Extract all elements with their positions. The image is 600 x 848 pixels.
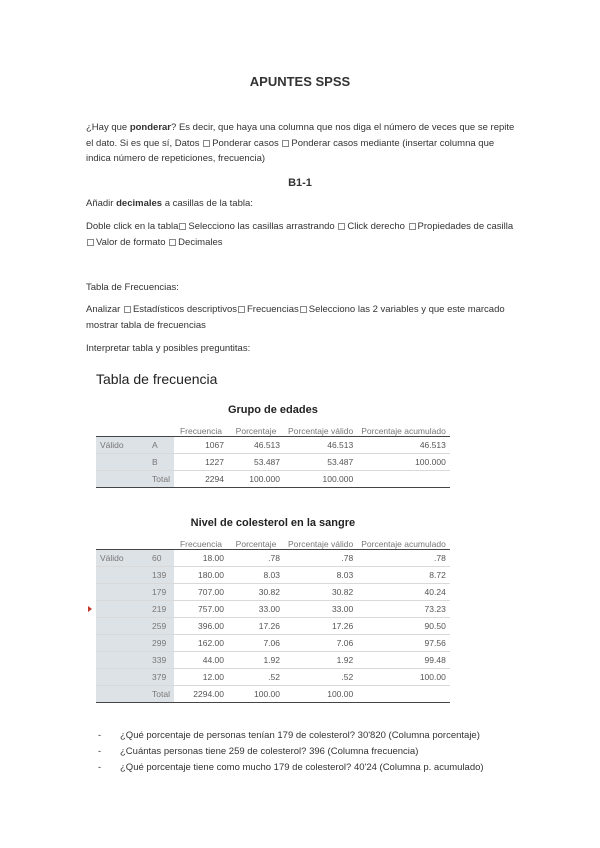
- arrow-glyph-icon: [282, 140, 289, 147]
- arrow-glyph-icon: [87, 239, 94, 246]
- list-item: - ¿Cuántas personas tiene 259 de colesterol? 396 (Columna frecuencia): [98, 746, 419, 757]
- col-frecuencia: Frecuencia: [174, 420, 228, 437]
- table-colesterol: [96, 517, 450, 703]
- arrow-glyph-icon: [338, 223, 345, 230]
- freq-heading: Tabla de Frecuencias:: [86, 282, 179, 293]
- question-list: [98, 728, 568, 776]
- interpret-text: Interpretar tabla y posibles preguntitas:: [86, 343, 251, 354]
- col-porcentaje-valido: Porcentaje válido: [284, 533, 357, 550]
- col-frecuencia: Frecuencia: [174, 533, 228, 550]
- arrow-glyph-icon: [179, 223, 186, 230]
- table-row: Total 2294 100.000 100.000: [96, 471, 450, 488]
- red-marker-icon: [88, 606, 92, 612]
- arrow-glyph-icon: [300, 306, 307, 313]
- table-row: 219 757.00 33.00 33.00 73.23: [96, 601, 450, 618]
- table-row: 179 707.00 30.82 30.82 40.24: [96, 584, 450, 601]
- arrow-glyph-icon: [238, 306, 245, 313]
- arrow-glyph-icon: [124, 306, 131, 313]
- spss-output-title: Tabla de frecuencia: [96, 371, 218, 387]
- table-row: Válido 60 18.00 .78 .78 .78: [96, 550, 450, 567]
- section-heading: B1-1: [288, 177, 312, 189]
- col-porcentaje-acumulado: Porcentaje acumulado: [357, 420, 450, 437]
- col-porcentaje: Porcentaje: [228, 533, 284, 550]
- table-row: 259 396.00 17.26 17.26 90.50: [96, 618, 450, 635]
- decimales-heading: Añadir decimales a casillas de la tabla:: [86, 198, 253, 209]
- table-row: Válido A 1067 46.513 46.513 46.513: [96, 437, 450, 454]
- table-row: B 1227 53.487 53.487 100.000: [96, 454, 450, 471]
- page-title: APUNTES SPSS: [249, 74, 351, 89]
- decimales-steps: Doble click en la tabla Selecciono las casillas arrastrando Click derecho Propiedades de casilla Valor de formato Decimales: [86, 221, 514, 248]
- arrow-glyph-icon: [169, 239, 176, 246]
- col-porcentaje: Porcentaje: [228, 420, 284, 437]
- table-caption: Grupo de edades: [227, 404, 318, 416]
- freq-steps: Analizar Estadísticos descriptivos Frecuencias Selecciono las 2 variables y que este marcado mostrar tabla de frecuencias: [86, 304, 505, 331]
- col-porcentaje-valido: Porcentaje válido: [284, 420, 357, 437]
- table-row: 139 180.00 8.03 8.03 8.72: [96, 567, 450, 584]
- table-row: Total 2294.00 100.00 100.00: [96, 686, 450, 703]
- list-item: - ¿Qué porcentaje de personas tenían 179 de colesterol? 30'820 (Columna porcentaje): [98, 730, 480, 741]
- arrow-glyph-icon: [409, 223, 416, 230]
- table-row: 379 12.00 .52 .52 100.00: [96, 669, 450, 686]
- arrow-glyph-icon: [203, 140, 210, 147]
- intro-paragraph: ¿Hay que ponderar? Es decir, que haya una columna que nos diga el número de veces que se repite el dato. Si es que sí, Datos Ponderar casos Ponderar casos mediante (insertar columna que indica número de repeticiones, frecuencia): [86, 122, 515, 164]
- table-caption: Nivel de colesterol en la sangre: [190, 517, 356, 529]
- table-grupo-edades: [96, 404, 450, 488]
- table-row: 339 44.00 1.92 1.92 99.48: [96, 652, 450, 669]
- list-item: - ¿Qué porcentaje tiene como mucho 179 de colesterol? 40'24 (Columna p. acumulado): [98, 762, 484, 773]
- table-row: 299 162.00 7.06 7.06 97.56: [96, 635, 450, 652]
- col-porcentaje-acumulado: Porcentaje acumulado: [357, 533, 450, 550]
